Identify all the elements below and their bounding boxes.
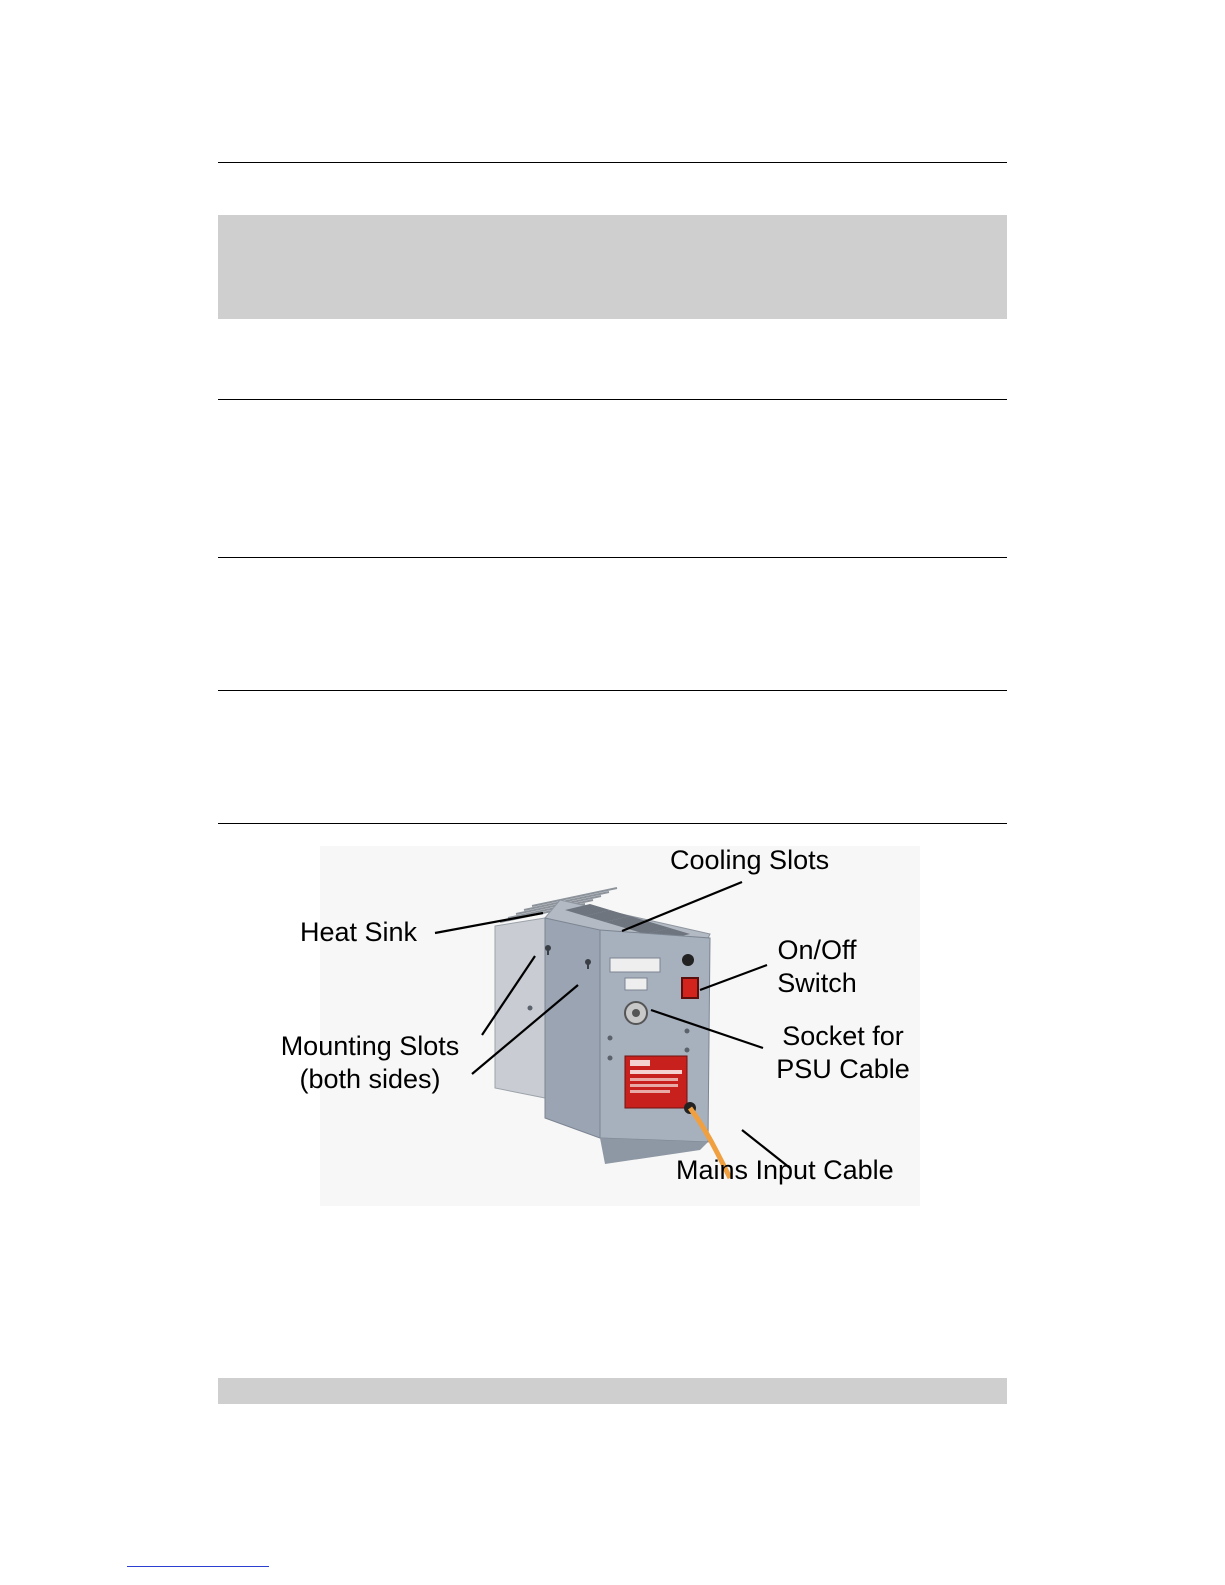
rule-4 [218, 823, 1007, 824]
label-mounting-line2: (both sides) [299, 1064, 441, 1094]
label-cooling-slots: Cooling Slots [670, 845, 830, 875]
on-off-switch-body [682, 978, 698, 998]
label-on-off-line2: Switch [777, 968, 857, 998]
label-socket-line2: PSU Cable [776, 1054, 910, 1084]
housing-left-side [545, 918, 600, 1138]
rule-1 [218, 399, 1007, 400]
label-heat-sink: Heat Sink [300, 917, 418, 947]
label-mains-input-cable: Mains Input Cable [676, 1155, 894, 1185]
label-socket-psu-cable [770, 1020, 916, 1086]
psu-figure [260, 838, 950, 1218]
rule-2 [218, 557, 1007, 558]
heatsink-side-panel [495, 918, 545, 1098]
label-mounting-line1: Mounting Slots [280, 1031, 460, 1061]
header-band [218, 215, 1007, 319]
footer-band [218, 1378, 1007, 1404]
label-on-off-line1: On/Off [777, 935, 857, 965]
model-tag [610, 958, 660, 972]
rule-top [218, 162, 1007, 163]
rule-3 [218, 690, 1007, 691]
footnote-rule [127, 1566, 269, 1567]
label-on-off-switch [767, 934, 867, 1000]
small-tag [625, 978, 647, 990]
label-mounting-slots [272, 1030, 468, 1096]
label-socket-line1: Socket for [782, 1021, 904, 1051]
fuse-holder [682, 954, 694, 966]
